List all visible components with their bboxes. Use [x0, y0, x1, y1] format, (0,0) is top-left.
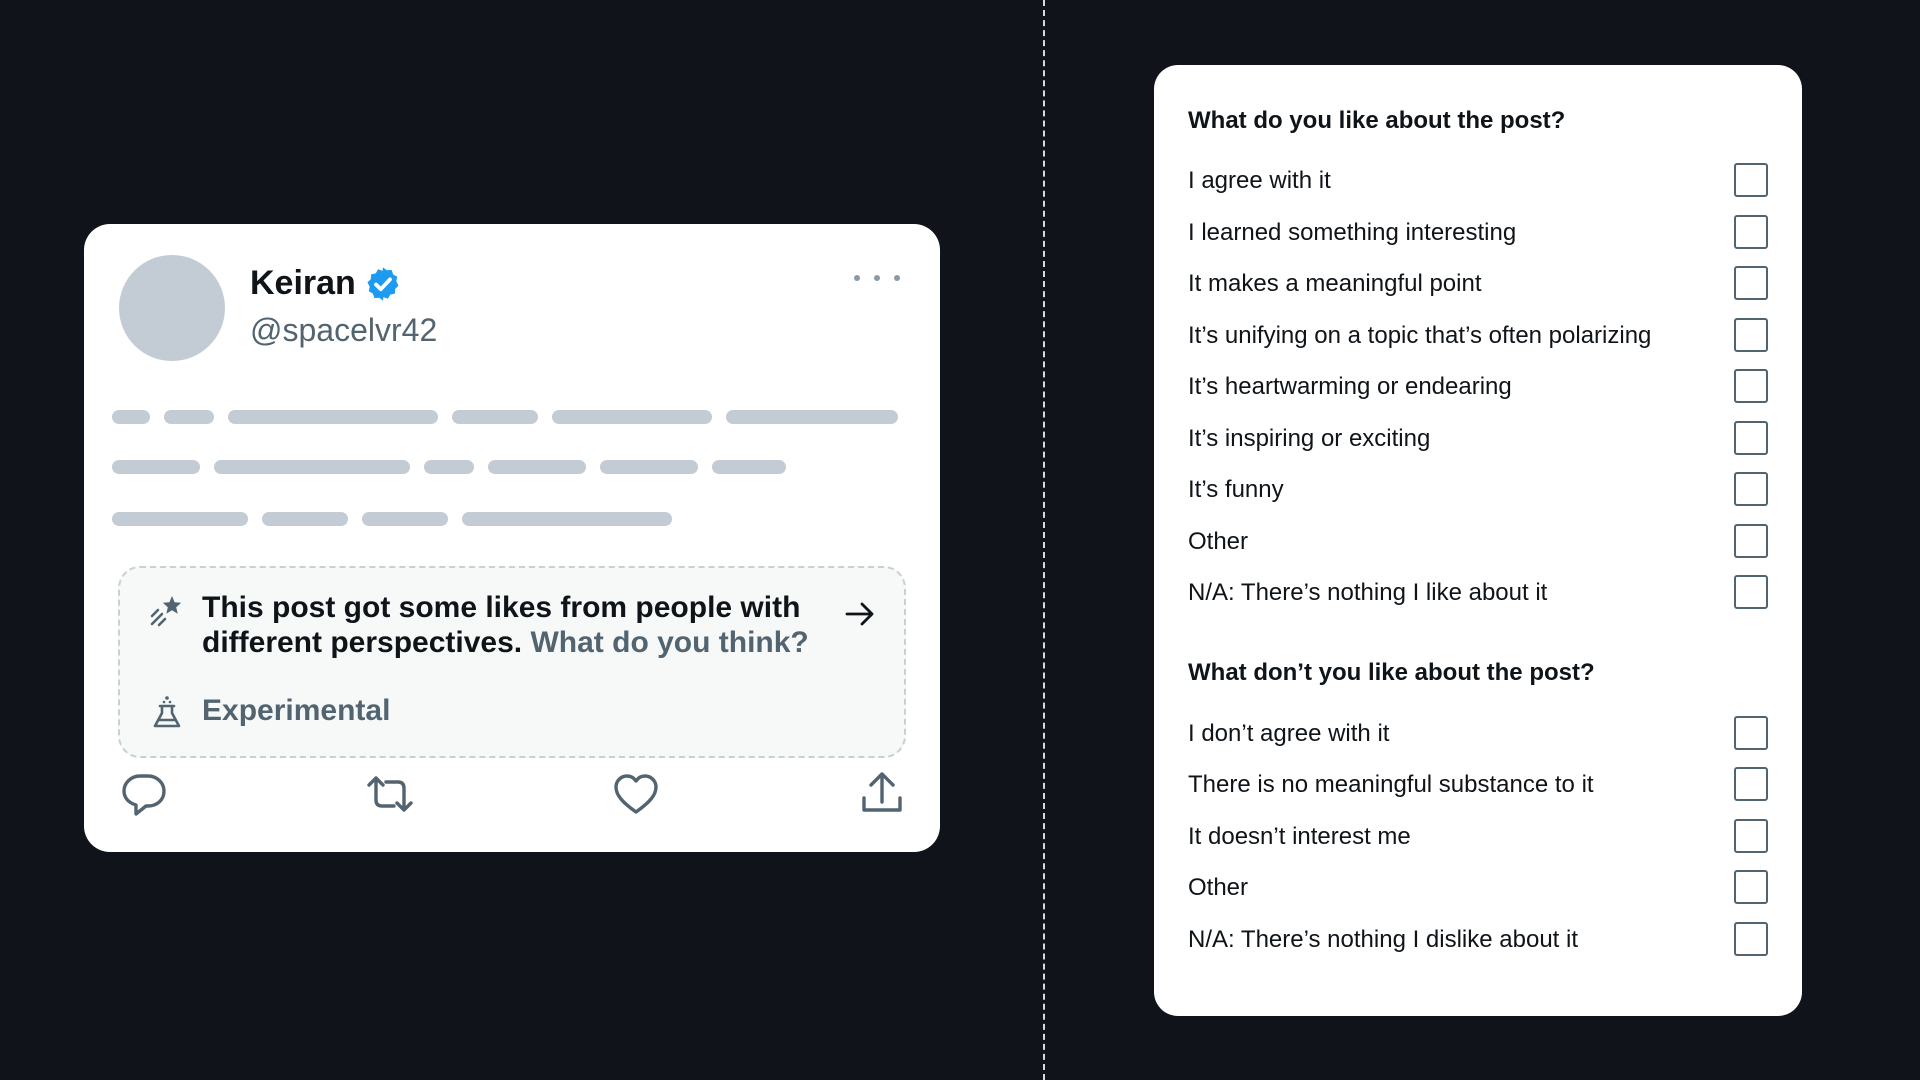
- option-label: I learned something interesting: [1188, 219, 1517, 246]
- avatar[interactable]: [119, 255, 225, 361]
- like-section-title: What do you like about the post?: [1188, 107, 1566, 134]
- option-label: It’s heartwarming or endearing: [1188, 373, 1512, 400]
- option-checkbox[interactable]: [1734, 767, 1768, 801]
- experimental-label: Experimental: [202, 694, 391, 727]
- repost-icon[interactable]: [366, 770, 414, 818]
- like-option[interactable]: [1188, 318, 1768, 352]
- option-checkbox[interactable]: [1734, 575, 1768, 609]
- perspectives-notice[interactable]: [118, 566, 906, 758]
- like-option[interactable]: [1188, 266, 1768, 300]
- like-option[interactable]: [1188, 421, 1768, 455]
- dislike-option[interactable]: [1188, 922, 1768, 956]
- dislike-section-title: What don’t you like about the post?: [1188, 659, 1595, 686]
- like-option[interactable]: [1188, 524, 1768, 558]
- dislike-option[interactable]: [1188, 819, 1768, 853]
- share-icon[interactable]: [858, 770, 906, 818]
- option-label: It’s funny: [1188, 476, 1284, 503]
- option-checkbox[interactable]: [1734, 266, 1768, 300]
- option-label: It doesn’t interest me: [1188, 823, 1411, 850]
- skeleton-text-line: [112, 460, 902, 474]
- option-checkbox[interactable]: [1734, 421, 1768, 455]
- dislike-option[interactable]: [1188, 716, 1768, 750]
- option-label: I don’t agree with it: [1188, 720, 1390, 747]
- option-checkbox[interactable]: [1734, 819, 1768, 853]
- notice-text: [202, 590, 822, 660]
- reply-icon[interactable]: [120, 770, 168, 818]
- like-option[interactable]: [1188, 215, 1768, 249]
- option-checkbox[interactable]: [1734, 318, 1768, 352]
- like-icon[interactable]: [612, 770, 660, 818]
- dislike-option[interactable]: [1188, 870, 1768, 904]
- option-checkbox[interactable]: [1734, 716, 1768, 750]
- arrow-right-icon[interactable]: [842, 596, 878, 632]
- like-option[interactable]: [1188, 163, 1768, 197]
- option-checkbox[interactable]: [1734, 215, 1768, 249]
- option-label: It makes a meaningful point: [1188, 270, 1482, 297]
- verified-badge-icon: [364, 265, 402, 303]
- option-label: There is no meaningful substance to it: [1188, 771, 1594, 798]
- option-label: It’s inspiring or exciting: [1188, 425, 1431, 452]
- post-card: [84, 224, 940, 852]
- author-handle[interactable]: @spacelvr42: [250, 312, 438, 348]
- option-checkbox[interactable]: [1734, 922, 1768, 956]
- sparkle-star-icon: [148, 594, 184, 630]
- feedback-survey: [1154, 65, 1802, 1016]
- option-label: N/A: There’s nothing I dislike about it: [1188, 926, 1578, 953]
- like-option[interactable]: [1188, 575, 1768, 609]
- more-options-icon[interactable]: [854, 268, 900, 288]
- like-option[interactable]: [1188, 369, 1768, 403]
- option-checkbox[interactable]: [1734, 369, 1768, 403]
- flask-icon: [150, 694, 184, 730]
- dashed-divider: [1043, 0, 1045, 1080]
- skeleton-text-line: [112, 512, 902, 526]
- option-label: Other: [1188, 874, 1249, 901]
- action-bar: [84, 770, 940, 820]
- notice-message: This post got some likes from people with different perspectives.: [202, 591, 801, 659]
- option-label: N/A: There’s nothing I like about it: [1188, 579, 1548, 606]
- author-row: [250, 264, 402, 303]
- option-checkbox[interactable]: [1734, 163, 1768, 197]
- what-do-you-think-link[interactable]: What do you think?: [530, 626, 809, 659]
- like-option[interactable]: [1188, 472, 1768, 506]
- option-checkbox[interactable]: [1734, 524, 1768, 558]
- option-label: It’s unifying on a topic that’s often polarizing: [1188, 322, 1652, 349]
- option-checkbox[interactable]: [1734, 472, 1768, 506]
- skeleton-text-line: [112, 410, 902, 424]
- option-label: Other: [1188, 528, 1249, 555]
- option-label: I agree with it: [1188, 167, 1331, 194]
- option-checkbox[interactable]: [1734, 870, 1768, 904]
- author-name[interactable]: Keiran: [250, 264, 356, 302]
- dislike-option[interactable]: [1188, 767, 1768, 801]
